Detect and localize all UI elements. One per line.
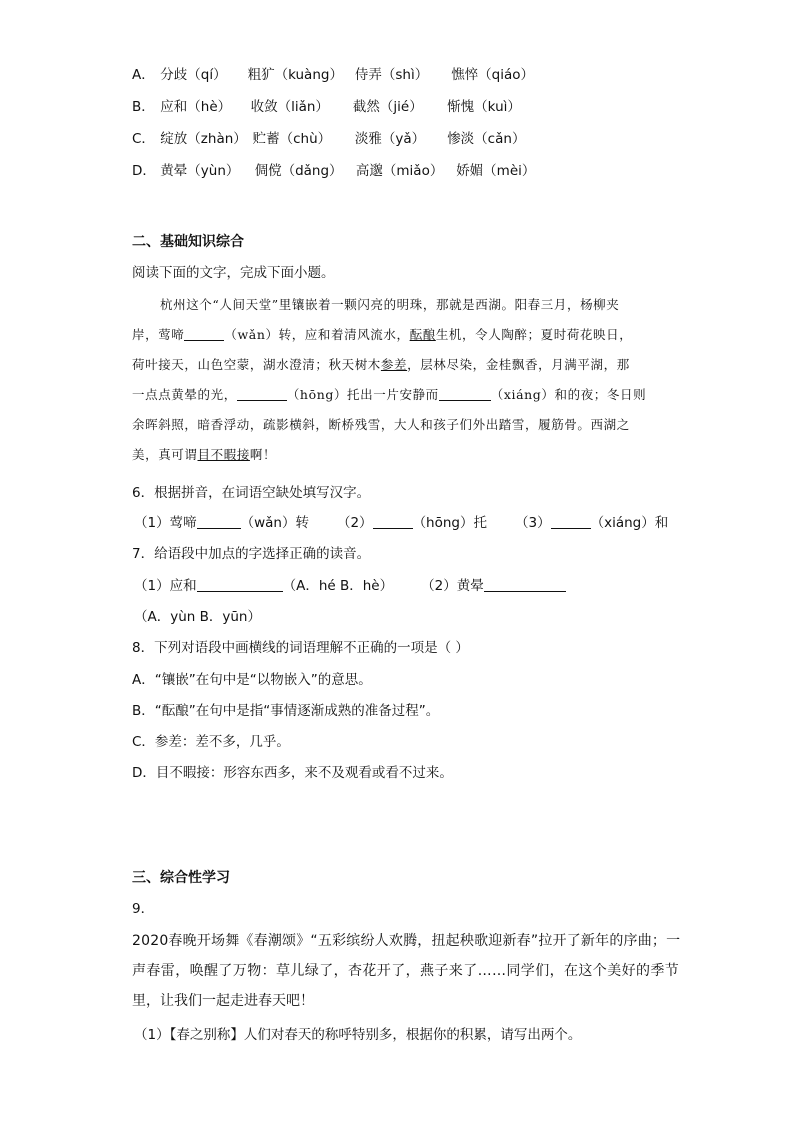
- question-9-text-line: 声春雷，唤醒了万物：草儿绿了，杏花开了，燕子来了……同学们，在这个美好的季节: [132, 963, 680, 979]
- question-7-choices: （A．yùn B．yūn）: [134, 609, 261, 625]
- fill-blank[interactable]: [197, 514, 241, 529]
- question-9-text-line: 2020春晚开场舞《春潮颂》“五彩缤纷人欢腾，扭起秧歌迎新春”拉开了新年的序曲；一: [132, 933, 681, 949]
- reading-passage: [132, 290, 662, 470]
- q8-option-b: B．“酝酿”在句中是指“事情逐渐成熟的准备过程”。: [132, 703, 440, 719]
- question-7-title: 7．给语段中加点的字选择正确的读音。: [132, 546, 371, 562]
- section-heading: 三、综合性学习: [132, 870, 230, 886]
- question-7-items: （1）应和 （A．hé B．hè） （2）黄晕: [134, 577, 566, 595]
- q8-option-d: D．目不暇接：形容东西多，来不及观看或看不过来。: [132, 765, 453, 781]
- fill-blank[interactable]: [551, 514, 591, 529]
- q5-option-a: [132, 66, 534, 84]
- passage-line: 杭州这个“人间天堂”里镶嵌着一颗闪亮的明珠，那就是西湖。阳春三月，杨柳夹: [160, 297, 620, 312]
- q5-option-c: [132, 130, 525, 148]
- option-word: 倜傥（dǎng）: [254, 163, 343, 179]
- fill-blank[interactable]: [439, 386, 491, 401]
- option-word: 绽放（zhàn）: [160, 131, 247, 147]
- question-8-title: 8．下列对语段中画横线的词语理解不正确的一项是（ ）: [132, 640, 469, 656]
- answer-blank[interactable]: [484, 577, 566, 592]
- q5-option-b: [132, 98, 521, 116]
- answer-blank[interactable]: [197, 577, 283, 592]
- question-9-number: 9．: [132, 901, 155, 917]
- passage-line: 美，真可谓目不暇接啊！: [132, 447, 277, 462]
- option-word: 淡雅（yǎ）: [354, 131, 426, 147]
- option-label: A．: [132, 67, 155, 83]
- q5-option-d: [132, 162, 535, 180]
- q8-option-a: A．“镶嵌”在句中是“以物嵌入”的意思。: [132, 672, 372, 688]
- option-word: 分歧（qí）: [160, 67, 227, 83]
- option-word: 收敛（liǎn）: [250, 99, 329, 115]
- underlined-word: 参差: [380, 357, 408, 372]
- passage-line: 一点点黄晕的光， （hōng）托出一片安静而 （xiáng）和的夜；冬日则: [132, 387, 647, 402]
- option-word: 惨淡（cǎn）: [447, 131, 526, 147]
- instruction-text: 阅读下面的文字，完成下面小题。: [132, 265, 335, 281]
- option-word: 黄晕（yùn）: [160, 163, 240, 179]
- option-word: 应和（hè）: [160, 99, 232, 115]
- question-9-sub-1: （1）【春之别称】人们对春天的称呼特别多，根据你的积累，请写出两个。: [134, 1027, 582, 1043]
- underlined-word: 目不暇接: [197, 447, 250, 462]
- question-6-items: （1）莺啼 （wǎn）转 （2） （hōng）托 （3） （xiáng）和: [134, 515, 669, 531]
- fill-blank[interactable]: [184, 326, 224, 341]
- option-word: 侍弄（shì）: [354, 67, 429, 83]
- option-label: C．: [132, 131, 155, 147]
- option-label: D．: [132, 163, 156, 179]
- option-word: 截然（jié）: [352, 99, 423, 115]
- fill-blank[interactable]: [373, 514, 413, 529]
- option-word: 憔悴（qiáo）: [451, 67, 535, 83]
- passage-line: 岸，莺啼 （wǎn）转，应和着清风流水，酝酿生机，令人陶醉；夏时荷花映日，: [132, 327, 633, 342]
- underlined-word: 酝酿: [409, 327, 436, 342]
- question-6-title: 6．根据拼音，在词语空缺处填写汉字。: [132, 485, 371, 501]
- option-word: 贮蓄（chù）: [252, 131, 332, 147]
- option-label: B．: [132, 99, 155, 115]
- passage-line: 余晖斜照，暗香浮动，疏影横斜，断桥残雪，大人和孩子们外出踏雪，履筋骨。西湖之: [132, 417, 630, 432]
- option-word: 高邈（miǎo）: [355, 163, 444, 179]
- passage-line: 荷叶接天，山色空蒙，湖水澄清；秋天树木参差，层林尽染，金桂飘香，月满平湖，那: [132, 357, 630, 372]
- option-word: 娇媚（mèi）: [456, 163, 536, 179]
- q8-option-c: C．参差：差不多，几乎。: [132, 734, 290, 750]
- fill-blank[interactable]: [237, 386, 287, 401]
- section-heading: 二、基础知识综合: [132, 234, 244, 250]
- option-word: 粗犷（kuàng）: [247, 67, 343, 83]
- option-word: 惭愧（kuì）: [447, 99, 521, 115]
- question-9-text-line: 里，让我们一起走进春天吧！: [132, 993, 314, 1009]
